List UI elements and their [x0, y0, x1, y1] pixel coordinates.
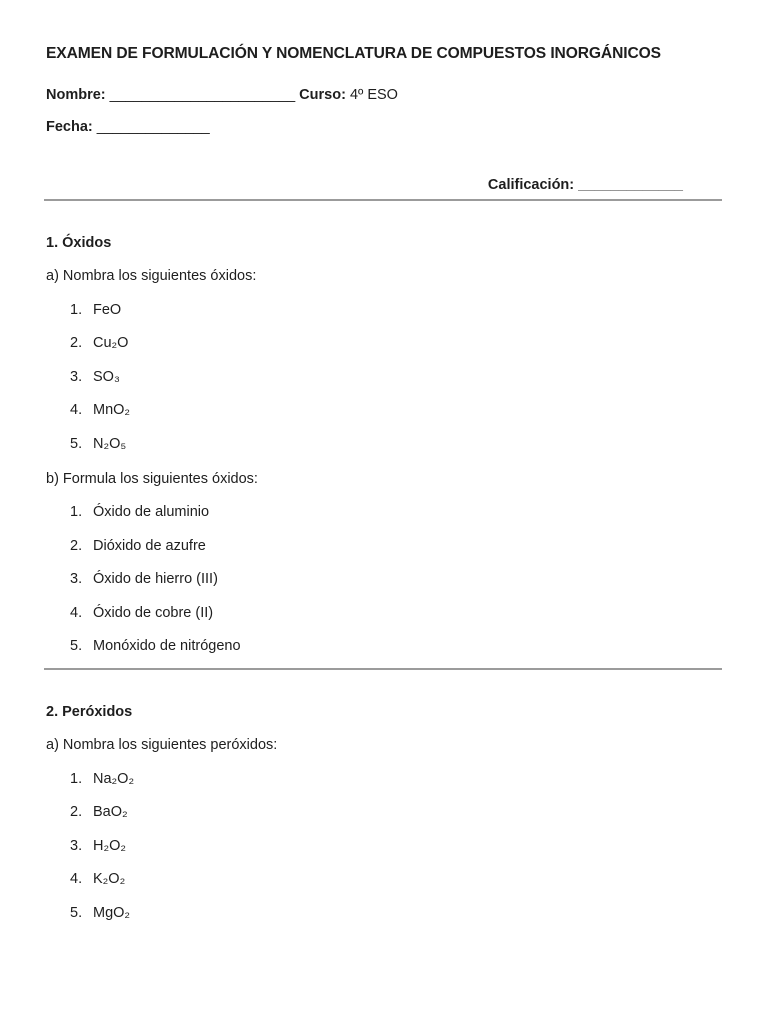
section-divider-middle: [44, 668, 722, 670]
item-number: 3.: [70, 571, 83, 587]
calificacion-label: Calificación:: [487, 177, 575, 193]
item-formula: FeO: [93, 301, 122, 318]
fecha-line: [46, 119, 722, 136]
list-item: [46, 804, 722, 821]
document-title: EXAMEN DE FORMULACIÓN Y NOMENCLATURA DE COMPUESTOS INORGÁNICOS: [46, 45, 661, 62]
curso-label: Curso:: [299, 87, 346, 103]
item-formula: H₂O₂: [93, 837, 127, 854]
item-formula: SO₃: [93, 368, 120, 385]
item-compound-name: Monóxido de nitrógeno: [93, 638, 241, 654]
item-compound-name: Óxido de aluminio: [93, 504, 210, 520]
item-formula: Cu₂O: [93, 335, 129, 351]
item-formula: N₂O₅: [93, 435, 127, 452]
list-item: [46, 638, 722, 655]
list-item: [46, 436, 722, 453]
list-item: [46, 369, 722, 386]
item-number: 2.: [70, 335, 83, 351]
item-compound-name: Óxido de hierro (III): [93, 571, 218, 587]
item-number: 2.: [70, 804, 83, 820]
item-number: 2.: [70, 537, 83, 554]
calificacion-blank-line: _____________: [578, 177, 683, 193]
item-number: 5.: [70, 435, 83, 452]
nombre-curso-line: [46, 87, 722, 104]
item-number: 1.: [70, 504, 83, 520]
section-2-heading: 2. Peróxidos: [46, 704, 133, 720]
item-number: 1.: [70, 770, 83, 787]
item-formula: MgO₂: [93, 904, 131, 921]
item-formula: MnO₂: [93, 402, 131, 418]
list-item: [46, 335, 722, 352]
list-item: [46, 771, 722, 788]
section-1b-prompt: b) Formula los siguientes óxidos:: [46, 470, 258, 487]
list-item: [46, 571, 722, 588]
list-item: [46, 538, 722, 555]
nombre-blank-line: _______________________: [109, 87, 296, 103]
nombre-label: Nombre:: [46, 87, 106, 103]
section-1-heading: 1. Óxidos: [46, 235, 112, 251]
section-1a-prompt: a) Nombra los siguientes óxidos:: [46, 268, 257, 284]
section-2a-prompt: a) Nombra los siguientes peróxidos:: [46, 737, 278, 753]
item-number: 5.: [70, 904, 83, 921]
list-item: [46, 302, 722, 319]
list-item: [46, 871, 722, 888]
item-formula: Na₂O₂: [93, 770, 135, 787]
calificacion-line: [46, 177, 722, 194]
fecha-blank-line: ______________: [96, 119, 210, 135]
item-number: 3.: [70, 368, 83, 385]
item-number: 4.: [70, 871, 83, 887]
list-item: [46, 905, 722, 922]
item-compound-name: Óxido de cobre (II): [93, 604, 214, 621]
item-number: 4.: [70, 604, 83, 621]
section-divider-top: [44, 199, 722, 201]
item-number: 3.: [70, 837, 83, 854]
list-item: [46, 504, 722, 521]
item-formula: K₂O₂: [93, 871, 126, 887]
fecha-label: Fecha:: [46, 119, 93, 135]
curso-value: 4º ESO: [349, 87, 398, 103]
item-compound-name: Dióxido de azufre: [93, 537, 206, 554]
item-number: 4.: [70, 402, 83, 418]
list-item: [46, 402, 722, 419]
item-number: 1.: [70, 301, 83, 318]
item-formula: BaO₂: [93, 804, 128, 820]
list-item: [46, 838, 722, 855]
list-item: [46, 605, 722, 622]
item-number: 5.: [70, 638, 83, 654]
